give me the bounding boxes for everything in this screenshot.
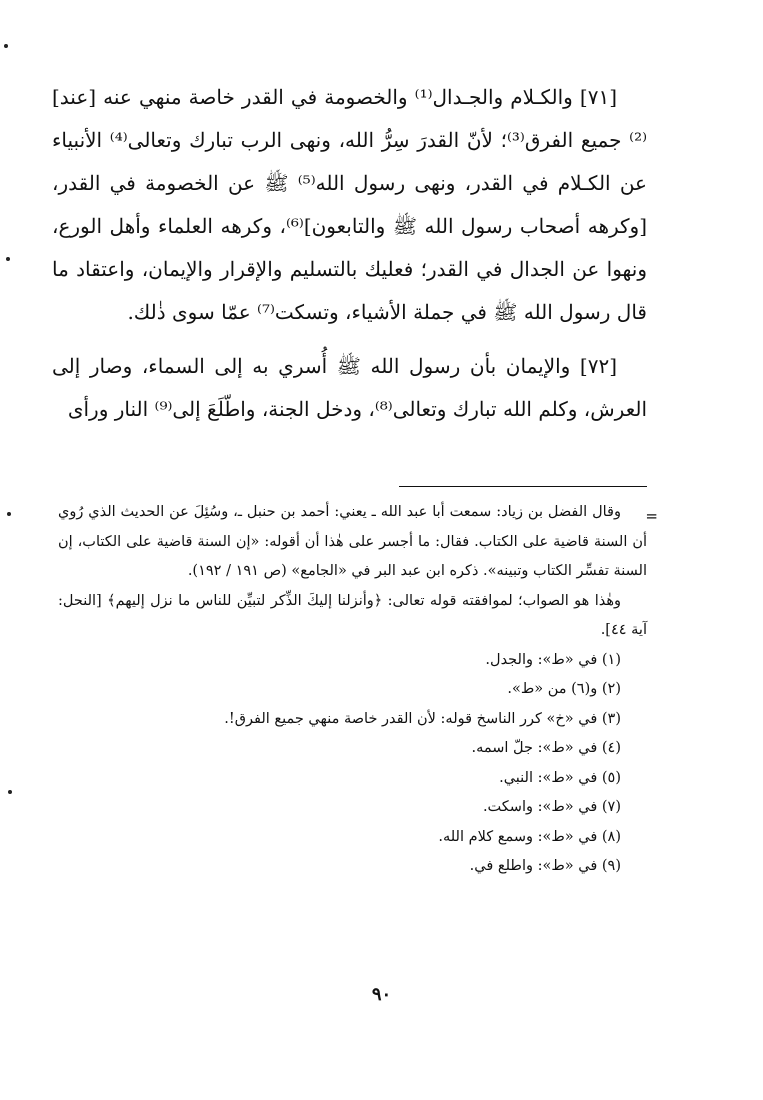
paragraph-71: [٧١] والكـلام والجـدال⁽¹⁾ والخصومة في القدر خاصة منهي عنه [عند]⁽²⁾ جميع الفرق⁽³⁾؛ لأنّ القدرَ سِرُّ الله، ونهى الرب تبارك وتعالى⁽⁴⁾ الأنبياء عن الكـلام في القدر، ونهى رسول الله⁽⁵⁾ ﷺ عن الخصومة في القدر، [وكرهه أصحاب رسول الله ﷺ والتابعون]⁽⁶⁾، وكرهه العلماء وأهل الورع، ونهوا عن الجدال في القدر؛ فعليك بالتسليم والإقرار والإيمان، واعتقاد ما قال رسول الله ﷺ في جملة الأشياء، وتسكت⁽⁷⁾ عمّا سوى ذٰلك. — [52, 85, 648, 324]
paragraph-72: [٧٢] والإيمان بأن رسول الله ﷺ أُسري به إلى السماء، وصار إلى العرش، وكلم الله تبارك وتعالى⁽⁸⁾، ودخل الجنة، واطّلَعَ إلى⁽⁹⁾ النار ورأى — [52, 354, 647, 421]
footnote-item: (٥) في «ط»: النبي. — [499, 769, 621, 786]
footnote-item: (٤) في «ط»: جلّ اسمه. — [471, 740, 621, 756]
footnote-continuation-mark: = — [645, 507, 658, 525]
scan-speck — [7, 512, 11, 516]
scan-speck — [4, 44, 8, 48]
page-number: ٩٠ — [371, 984, 392, 1005]
footnote-item: (٢) و(٦) من «ط». — [507, 681, 621, 697]
main-text — [52, 76, 647, 442]
footnote-item: (٨) في «ط»: وسمع كلام الله. — [438, 828, 621, 845]
scan-speck — [6, 257, 10, 261]
scan-speck — [8, 790, 12, 794]
footnote-item: (١) في «ط»: والجدل. — [485, 651, 621, 668]
footnote-list — [58, 646, 647, 882]
footnote-continued-text: وهٰذا هو الصواب؛ لموافقته قوله تعالى: ﴿وأنزلنا إليكَ الذِّكر لتبيِّن للناس ما نزل إليهم﴾ [النحل: آية ٤٤]. — [58, 592, 647, 638]
footnotes — [58, 498, 647, 882]
footnote-item: (٧) في «ط»: واسكت. — [482, 799, 621, 815]
footnote-item: (٩) في «ط»: واطلع في. — [469, 858, 621, 874]
footnote-divider — [399, 486, 647, 487]
footnote-continued-text: وقال الفضل بن زياد: سمعت أبا عبد الله ـ يعني: أحمد بن حنبل ـ، وسُئِلَ عن الحديث الذي رُوي أن السنة قاضية على الكتاب. فقال: ما أجسر على هٰذا أن أقوله: «إن السنة قاضية على الكتاب، إن السنة تفسِّر الكتاب وتبينه». ذكره ابن عبد البر في «الجامع» (ص ١٩١ / ١٩٢). — [58, 504, 647, 579]
footnote-item: (٣) في «خ» كرر الناسخ قوله: لأن القدر خاصة منهي جميع الفرق!. — [224, 710, 621, 727]
